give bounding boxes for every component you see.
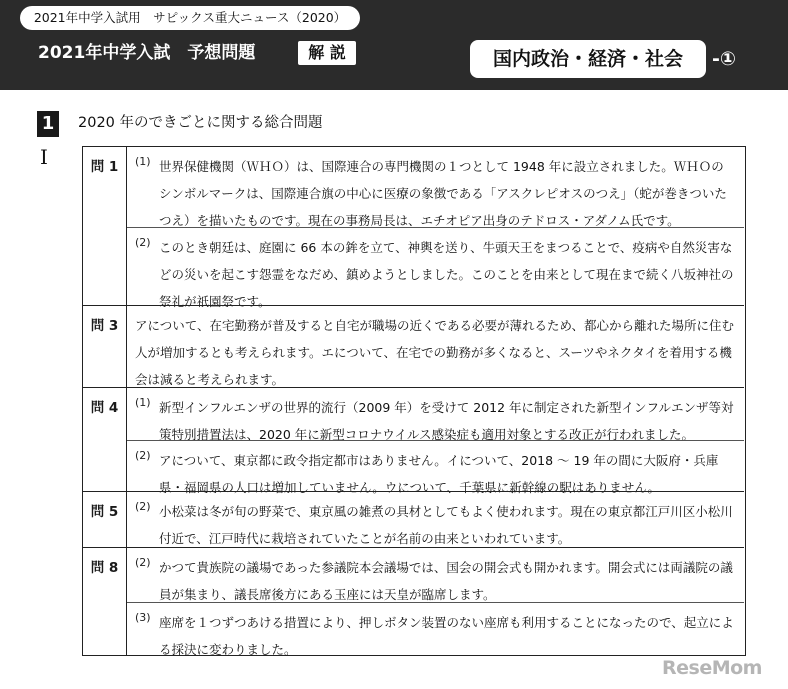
item-text: 世界保健機関（ＷＨＯ）は、国際連合の専門機関の１つとして 1948 年に設立されました。ＷＨＯのシンボルマークは、国際連合旗の中心に医療の象徴である「アスクレピオスのつえ」（蛇が巻きついたつえ）を描いたものです。現在の事務局長は、エチオピア出身のテドロス・アダノム氏です。 [159, 159, 727, 228]
question-row-8 [83, 547, 744, 655]
question-label: 問 3 [83, 306, 127, 387]
answer-item [127, 306, 744, 388]
answer-table [82, 146, 746, 656]
item-number: (2) [135, 236, 151, 249]
item-number: (2) [135, 556, 151, 569]
item-number: (2) [135, 449, 151, 462]
item-text: 新型インフルエンザの世界的流行（2009 年）を受けて 2012 年に制定された新型インフルエンザ等対策特別措置法は、2020 年に新型コロナウイルス感染症も適用対象とする改正が行われました。 [159, 400, 734, 442]
item-text: このとき朝廷は、庭園に 66 本の鉾を立て、神輿を送り、牛頭天王をまつることで、疫病や自然災害などの災いを起こす怨霊をなだめ、鎮めようとしました。このことを由来として現在まで続く八坂神社の祭礼が祇園祭です。 [159, 240, 734, 309]
item-text: アについて、在宅勤務が普及すると自宅が職場の近くである必要が薄れるため、都心から離れた場所に住む人が増加するとも考えられます。エについて、在宅での勤務が多くなると、スーツやネクタイを着用する機会は減ると考えられます。 [135, 318, 735, 387]
question-row-3 [83, 305, 744, 387]
resemom-watermark: ReseMom [662, 657, 762, 679]
question-label: 問 5 [83, 492, 127, 547]
item-text: 小松菜は冬が旬の野菜で、東京風の雑煮の具材としてもよく使われます。現在の東京都江戸川区小松川付近で、江戸時代に栽培されていたことが名前の由来といわれています。 [159, 504, 733, 546]
answer-item [127, 388, 744, 440]
page-header [0, 0, 788, 90]
topic-suffix: -① [712, 48, 736, 70]
question-label: 問 4 [83, 388, 127, 491]
section-title: 2020 年のできごとに関する総合問題 [78, 115, 323, 131]
question-row-1 [83, 147, 744, 309]
item-text: かつて貴族院の議場であった参議院本会議場では、国会の開会式も開かれます。開会式には両議院の議員が集まり、議長席後方にある玉座には天皇が臨席します。 [159, 560, 733, 602]
item-text: 座席を１つずつあける措置により、押しボタン装置のない座席も利用することになったので、起立による採決に変わりました。 [159, 615, 734, 657]
item-number: (3) [135, 611, 151, 624]
topic-title: 国内政治・経済・社会 [470, 40, 706, 78]
answer-item [127, 227, 744, 309]
part-numeral: Ⅰ [40, 145, 48, 169]
answer-item [127, 147, 744, 227]
question-row-5 [83, 491, 744, 547]
answer-item [127, 492, 744, 548]
item-text: アについて、東京都に政令指定都市はありません。イについて、2018 ～ 19 年の間に大阪府・兵庫県・福岡県の人口は増加していません。ウについて、千葉県に新幹線の駅はありません。 [159, 453, 719, 495]
answer-item [127, 548, 744, 602]
kaisetsu-badge: 解 説 [298, 41, 356, 65]
question-label: 問 1 [83, 147, 127, 305]
answer-item [127, 602, 744, 656]
item-number: (2) [135, 500, 151, 513]
question-row-4 [83, 387, 744, 495]
exam-title: 2021年中学入試 予想問題 [38, 43, 256, 63]
item-number: (1) [135, 396, 151, 409]
answer-item [127, 440, 744, 495]
item-number: (1) [135, 155, 151, 168]
question-label: 問 8 [83, 548, 127, 655]
section-number-badge: 1 [37, 111, 59, 137]
series-subtitle: 2021年中学入試用 サピックス重大ニュース（2020） [20, 6, 360, 30]
